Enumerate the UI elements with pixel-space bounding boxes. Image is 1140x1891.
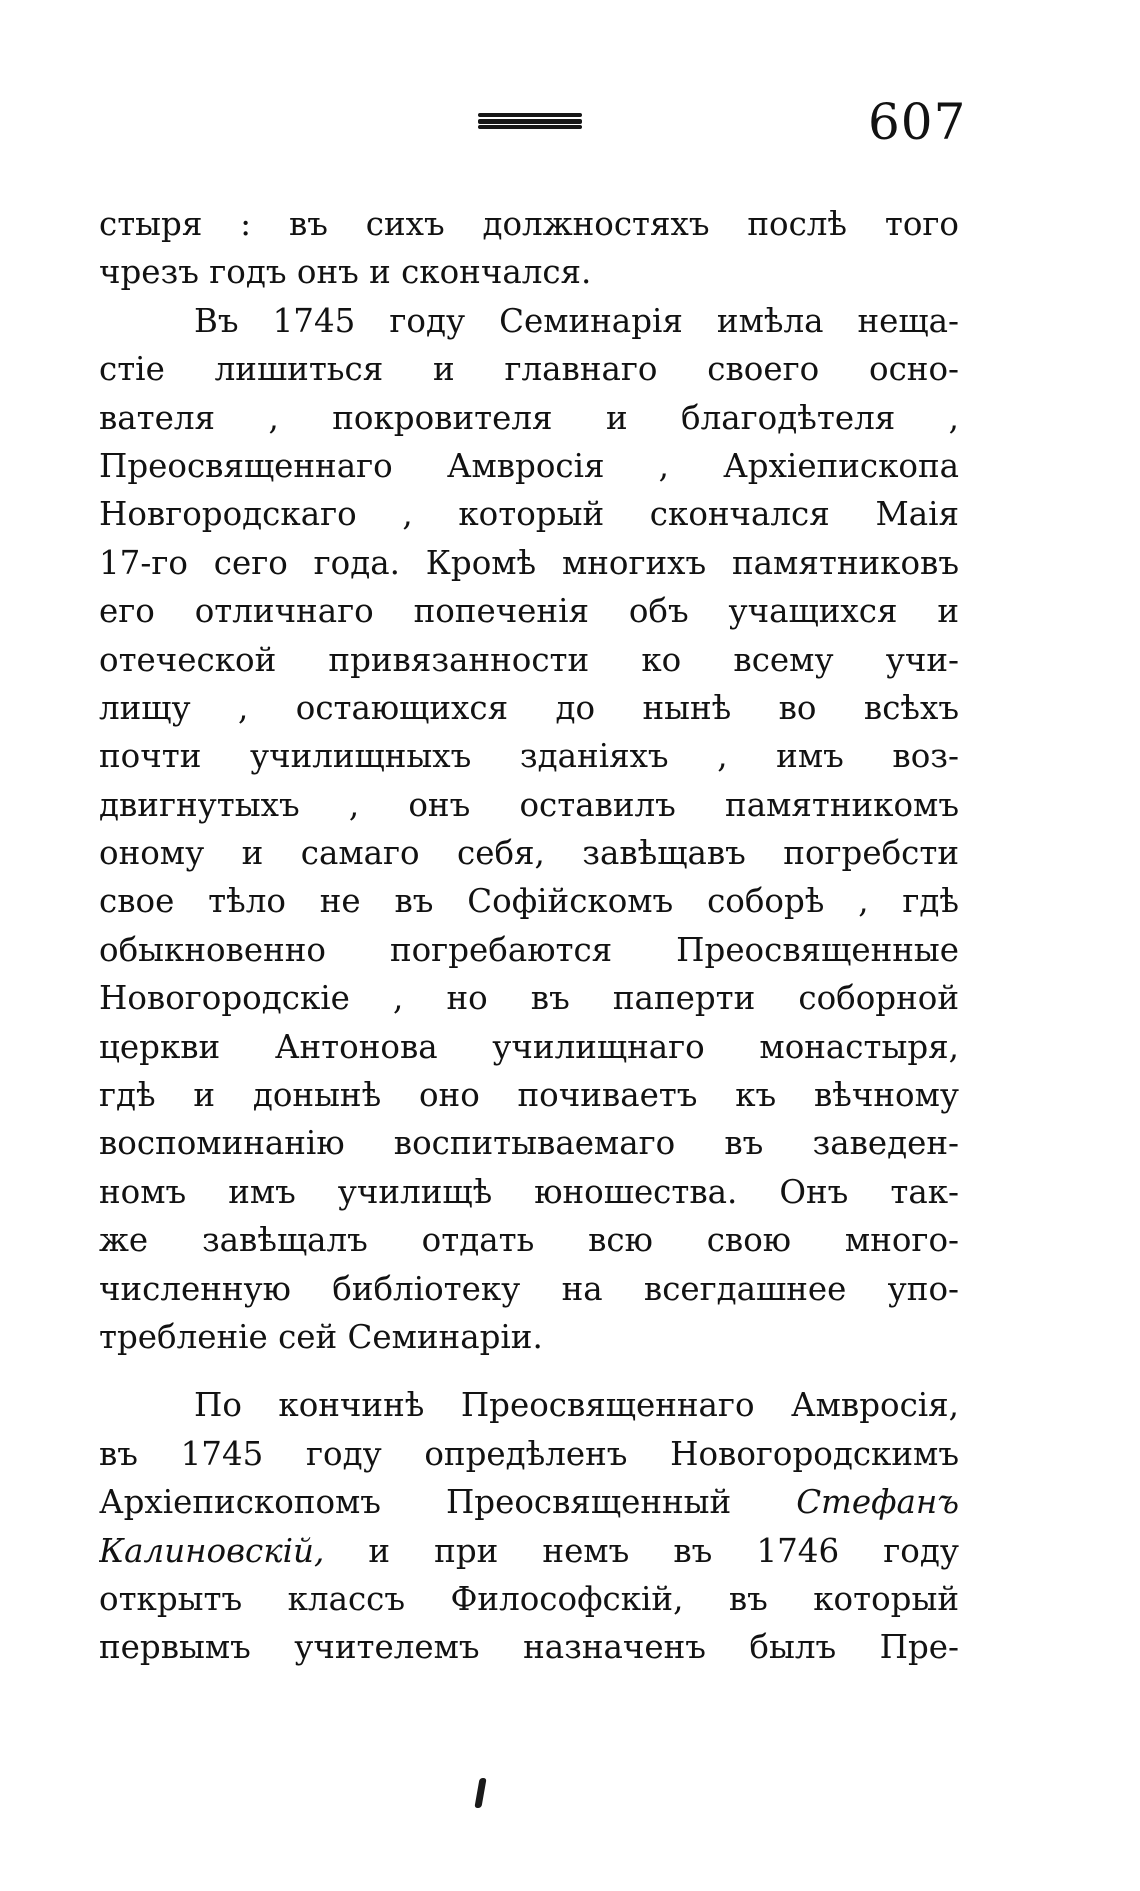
paragraph-start: По кончинѣ Преосвященнаго Амвросія, (194, 1386, 959, 1425)
text-line: Преосвященнаго Амвросія , Архіепископа (99, 446, 959, 485)
text-line: первымъ учителемъ назначенъ былъ Пре- (99, 1628, 959, 1667)
text-span: Архіепископомъ Преосвященный (99, 1483, 732, 1522)
text-line: гдѣ и донынѣ оно почиваетъ къ вѣчному (99, 1076, 959, 1115)
text-line: 17-го сего года. Кромѣ многихъ памятниковъ (99, 543, 959, 582)
text-line: чрезъ годъ онъ и скончался. (99, 253, 592, 292)
text-line: численную библіотеку на всегдашнее упо- (99, 1269, 959, 1308)
text-line: номъ имъ училищѣ юношества. Онъ так- (99, 1172, 959, 1211)
text-line: Новгородскаго , который скончался Маія (99, 495, 959, 534)
text-span: и при немъ въ 1746 году (368, 1531, 959, 1570)
text-line: лищу , остающихся до нынѣ во всѣхъ (99, 688, 959, 727)
text-line: церкви Антонова училищнаго монастыря, (99, 1027, 959, 1066)
page-number: 607 (868, 93, 967, 151)
text-line: двигнутыхъ , онъ оставилъ памятникомъ (99, 785, 959, 824)
text-line: же завѣщалъ отдать всю свою много- (99, 1221, 959, 1260)
text-line: отеческой привязанности ко всему учи- (99, 640, 959, 679)
ink-mark (474, 1778, 486, 1808)
text-line: оному и самаго себя, завѣщавъ погребсти (99, 834, 959, 873)
text-line: вателя , покровителя и благодѣтеля , (99, 398, 959, 437)
paragraph-start: Въ 1745 году Семинарія имѣла неща- (194, 301, 959, 340)
text-line (99, 1478, 959, 1526)
text-line: его отличнаго попеченія объ учащихся и (99, 592, 959, 631)
italic-name: Калиновскій, (99, 1531, 325, 1570)
text-line: воспоминанію воспитываемаго въ заведен- (99, 1124, 959, 1163)
text-line: открытъ классъ Философскій, въ который (99, 1579, 959, 1618)
body-text (99, 200, 959, 1672)
text-line (99, 1527, 959, 1575)
text-line: обыкновенно погребаются Преосвященные (99, 930, 959, 969)
text-line: свое тѣло не въ Софійскомъ соборѣ , гдѣ (99, 882, 959, 921)
text-line: въ 1745 году опредѣленъ Новогородскимъ (99, 1434, 959, 1473)
text-line: требленіе сей Семинаріи. (99, 1317, 543, 1356)
text-line: стіе лишиться и главнаго своего осно- (99, 350, 959, 389)
text-line: Новогородскіе , но въ паперти соборной (99, 979, 959, 1018)
header-ornament (478, 113, 582, 129)
italic-name: Стефанъ (796, 1483, 959, 1522)
text-line: стыря : въ сихъ должностяхъ послѣ того (99, 205, 959, 243)
text-line: почти училищныхъ зданіяхъ , имъ воз- (99, 737, 959, 776)
